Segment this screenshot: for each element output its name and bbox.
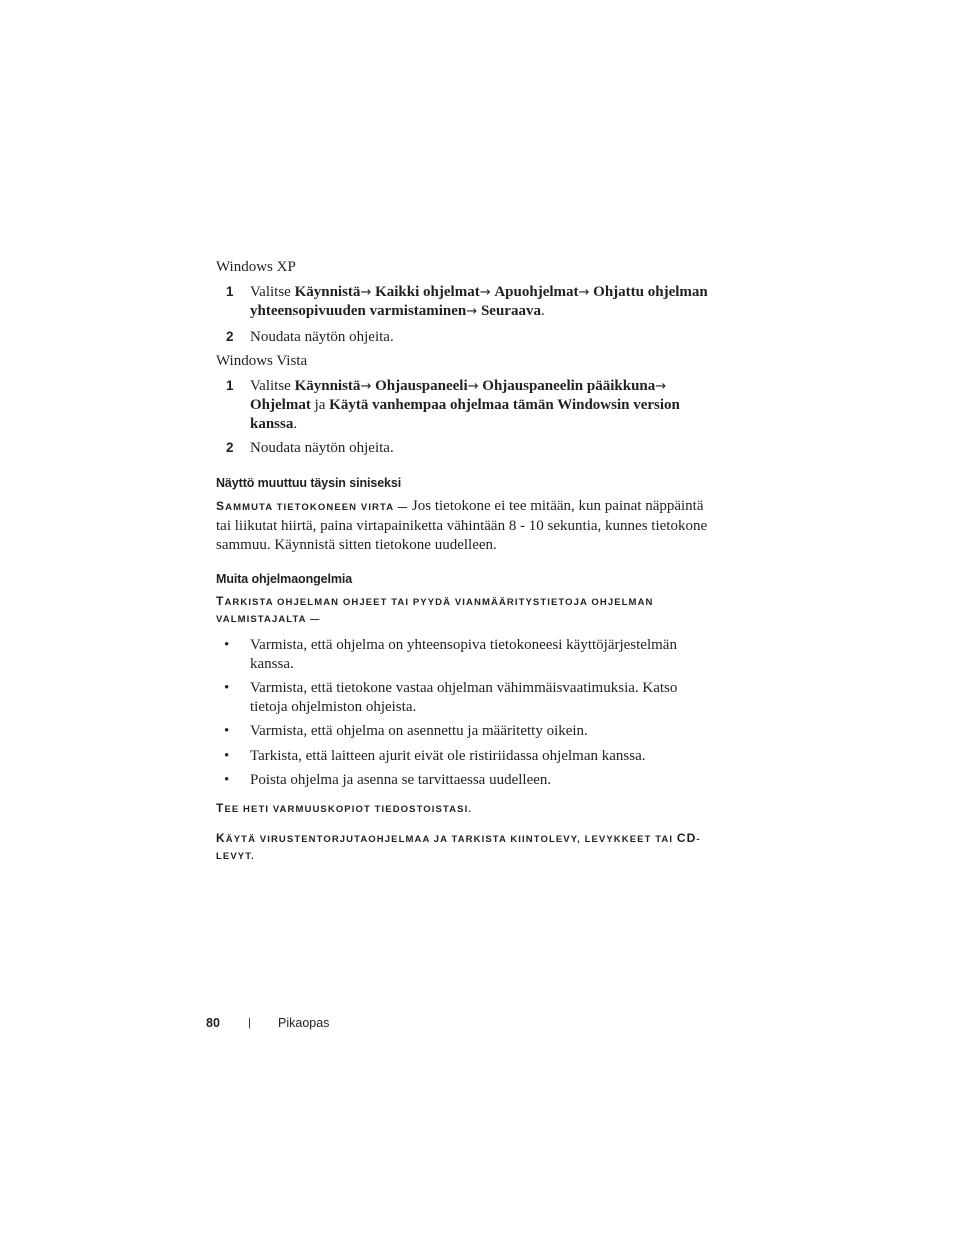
footer-title: Pikaopas (278, 1016, 330, 1030)
step-text: Valitse Käynnistä→ Ohjauspaneeli→ Ohjauspaneelin pääikkuna→ Ohjelmat ja Käytä vanhempaa ohjelmaa tämän Windowsin version kanssa. (250, 377, 680, 432)
page-footer (206, 1016, 329, 1030)
list-item: • Varmista, että ohjelma on asennettu ja määritetty oikein. (224, 723, 588, 739)
step-number: 1 (226, 283, 234, 299)
step-text: Noudata näytön ohjeita. (250, 440, 394, 456)
list-item: • Poista ohjelma ja asenna se tarvittaessa uudelleen. (224, 772, 552, 788)
bullet-list (216, 636, 716, 790)
backup-heading: TEE HETI VARMUUSKOPIOT TIEDOSTOISTASI. (216, 800, 473, 815)
vista-step-1 (216, 377, 716, 434)
step-text: Valitse Käynnistä→ Kaikki ohjelmat→ Apuohjelmat→ Ohjattu ohjelman yhteensopivuuden varmistaminen→ Seuraava. (250, 283, 708, 319)
list-item: • Tarkista, että laitteen ajurit eivät ole ristiriidassa ohjelman kanssa. (224, 747, 646, 764)
list-item: • Varmista, että tietokone vastaa ohjelman vähimmäisvaatimuksia. Katso tietoja ohjelmiston ohjeista. (224, 680, 678, 715)
step-text: Noudata näytön ohjeita. (250, 328, 394, 345)
antivirus-heading: KÄYTÄ VIRUSTENTORJUTAOHJELMAA JA TARKISTA KIINTOLEVY, LEVYKKEET TAI CD-LEVYT. (216, 830, 701, 862)
shutdown-instruction: SAMMUTA TIETOKONEEN VIRTA — Jos tietokone ei tee mitään, kun painat näppäintä tai liikutat hiirtä, paina virtapainiketta vähintään 8 - 10 sekuntia, kunnes tietokone sammuu. Käynnistä sitten tietokone uudelleen. (216, 497, 708, 553)
section-title-blue-screen: Näyttö muuttuu täysin siniseksi (216, 475, 402, 490)
xp-step-1 (216, 283, 716, 322)
step-number: 2 (226, 440, 234, 455)
footer-separator: | (248, 1017, 251, 1029)
windows-vista-heading: Windows Vista (216, 353, 308, 369)
section-title-other-problems: Muita ohjelmaongelmia (216, 572, 353, 586)
page-number: 80 (206, 1016, 220, 1030)
vista-step-2 (216, 439, 716, 458)
page-content (216, 258, 716, 865)
xp-step-2 (216, 328, 716, 347)
list-item: • Varmista, että ohjelma on yhteensopiva tietokoneesi käyttöjärjestelmän kanssa. (224, 637, 677, 672)
windows-xp-heading: Windows XP (216, 259, 296, 275)
shutdown-lead: SAMMUTA TIETOKONEEN VIRTA — (216, 498, 409, 513)
check-docs-heading: TARKISTA OHJELMAN OHJEET TAI PYYDÄ VIANMÄÄRITYSTIETOJA OHJELMAN VALMISTAJALTA — (216, 594, 654, 625)
step-number: 1 (226, 377, 234, 393)
step-number: 2 (226, 328, 234, 344)
